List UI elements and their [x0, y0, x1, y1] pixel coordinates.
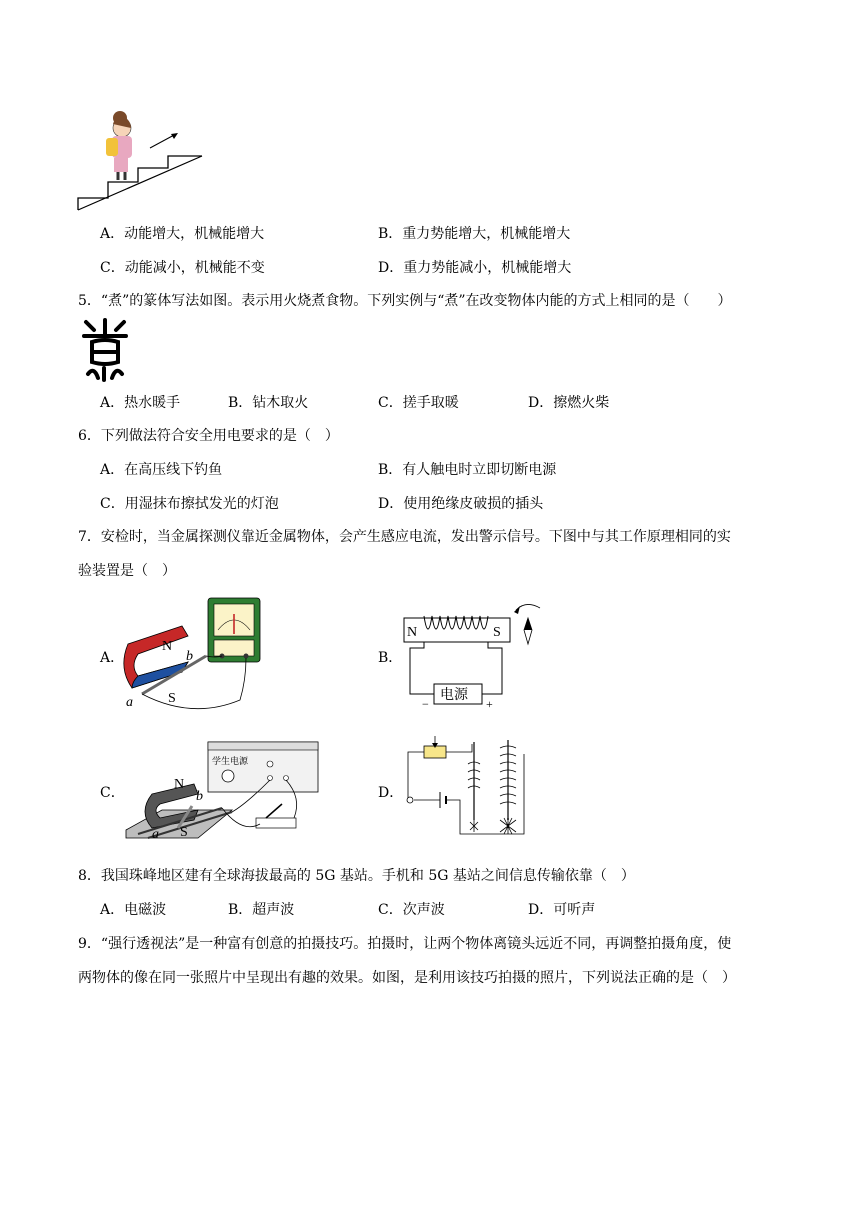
option-text: 热水暖手: [124, 395, 181, 411]
option-letter: D．: [528, 395, 554, 411]
q4-option-a[interactable]: [100, 225, 264, 243]
q7-stem-line1: 7．安检时，当金属探测仪靠近金属物体，会产生感应电流，发出警示信号。下图中与其工作原理相同的实: [78, 529, 731, 545]
fig-b-plus-label: +: [486, 697, 493, 711]
q8-option-a[interactable]: [100, 901, 166, 919]
option-text: 擦燃火柴: [553, 395, 610, 411]
option-text: 电磁波: [124, 902, 167, 918]
q4-option-b[interactable]: [378, 225, 570, 243]
fig-c-n-label: N: [174, 777, 185, 792]
q4-option-c[interactable]: [100, 259, 265, 277]
q8-stem: 8．我国珠峰地区建有全球海拔最高的 5G 基站。手机和 5G 基站之间信息传输依靠（ ）: [78, 868, 635, 884]
fig-c-a-label: a: [152, 827, 159, 842]
q5-option-d[interactable]: [528, 394, 609, 412]
option-text: 使用绝缘皮破损的插头: [403, 496, 544, 512]
option-letter: A．: [100, 395, 125, 411]
option-letter: A．: [100, 902, 125, 918]
option-letter: B．: [378, 226, 403, 242]
option-letter: B．: [228, 902, 253, 918]
fig-a-n-label: N: [162, 639, 173, 654]
q7-option-c[interactable]: C．: [100, 785, 125, 801]
q5-option-a[interactable]: [100, 394, 180, 412]
option-letter: D．: [378, 260, 404, 276]
option-letter: D．: [378, 496, 404, 512]
fig-c-supply-label: 学生电源: [212, 756, 249, 766]
q6-option-c[interactable]: [100, 495, 279, 513]
option-text: 次声波: [402, 902, 445, 918]
option-text: 在高压线下钓鱼: [124, 462, 223, 478]
option-letter: C．: [100, 260, 125, 276]
option-letter: C．: [100, 496, 125, 512]
fig-b-s-label: S: [493, 625, 501, 640]
option-letter: B．: [378, 462, 403, 478]
q7-figure-c-motor: [122, 738, 322, 848]
option-text: 有人触电时立即切断电源: [402, 462, 557, 478]
fig-b-power-label: 电源: [440, 688, 468, 703]
q8-option-c[interactable]: [378, 901, 445, 919]
option-letter: C．: [378, 902, 403, 918]
option-letter: C．: [378, 395, 403, 411]
stairs-girl-figure: [76, 104, 206, 214]
q7-option-a[interactable]: A．: [100, 650, 125, 666]
q5-option-c[interactable]: [378, 394, 459, 412]
option-text: 重力势能增大，机械能增大: [402, 226, 571, 242]
seal-script-zhu-image: [80, 318, 130, 384]
option-letter: A．: [100, 226, 125, 242]
q6-option-b[interactable]: [378, 461, 556, 479]
q9-stem-line1: 9．“强行透视法”是一种富有创意的拍摄技巧。拍摄时，让两个物体离镜头远近不同，再调整拍摄角度，使: [78, 936, 732, 952]
fig-c-s-label: S: [180, 825, 188, 840]
q6-option-a[interactable]: [100, 461, 222, 479]
fig-a-s-label: S: [168, 691, 176, 706]
q7-figure-d-electromagnets: [400, 734, 530, 848]
q7-stem-line2: 验装置是（ ）: [78, 563, 176, 579]
q7-figure-b-electromagnet: [400, 598, 560, 712]
option-text: 重力势能减小，机械能增大: [403, 260, 572, 276]
option-text: 钻木取火: [252, 395, 309, 411]
option-text: 用湿抹布擦拭发光的灯泡: [124, 496, 279, 512]
option-letter: A．: [100, 462, 125, 478]
fig-a-b-label: b: [186, 649, 193, 664]
option-letter: B．: [228, 395, 253, 411]
q4-option-d[interactable]: [378, 259, 571, 277]
q7-option-b[interactable]: B．: [378, 650, 403, 666]
q6-stem: 6．下列做法符合安全用电要求的是（ ）: [78, 428, 339, 444]
option-text: 动能减小，机械能不变: [124, 260, 265, 276]
q8-option-b[interactable]: [228, 901, 294, 919]
option-text: 动能增大，机械能增大: [124, 226, 265, 242]
q7-option-d[interactable]: D．: [378, 785, 404, 801]
option-text: 可听声: [553, 902, 596, 918]
q9-stem-line2: 两物体的像在同一张照片中呈现出有趣的效果。如图，是利用该技巧拍摄的照片，下列说法正确的是（ ）: [78, 970, 736, 986]
q5-stem: 5．“煮”的篆体写法如图。表示用火烧煮食物。下列实例与“煮”在改变物体内能的方式上相同的是（ ）: [78, 293, 732, 309]
q5-option-b[interactable]: [228, 394, 308, 412]
fig-c-b-label: b: [196, 789, 203, 804]
fig-b-n-label: N: [407, 625, 418, 640]
option-text: 搓手取暖: [402, 395, 459, 411]
q8-option-d[interactable]: [528, 901, 595, 919]
q6-option-d[interactable]: [378, 495, 543, 513]
option-letter: D．: [528, 902, 554, 918]
q7-figure-a-generator: [122, 596, 272, 716]
fig-b-minus-label: −: [422, 697, 429, 711]
fig-a-a-label: a: [126, 695, 133, 710]
option-text: 超声波: [252, 902, 295, 918]
